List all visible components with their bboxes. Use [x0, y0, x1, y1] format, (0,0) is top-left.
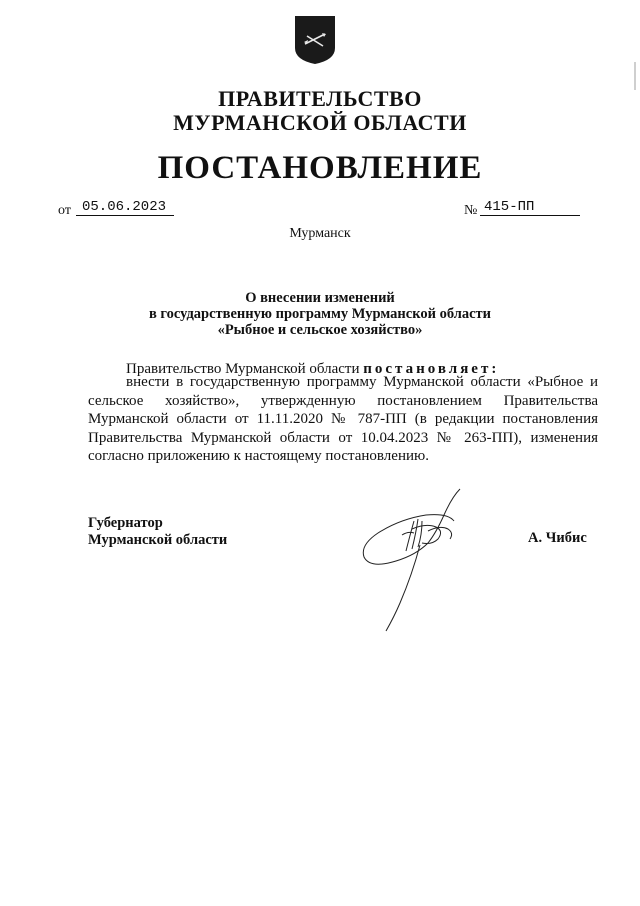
signer-name: А. Чибис	[528, 530, 587, 546]
date-prefix: от	[58, 203, 71, 218]
city: Мурманск	[289, 226, 351, 241]
org-name-line2: МУРМАНСКОЙ ОБЛАСТИ	[173, 110, 467, 135]
subject-line3: «Рыбное и сельское хозяйство»	[217, 322, 423, 338]
number-prefix: №	[464, 203, 478, 218]
signer-title-line1: Губернатор	[88, 515, 163, 531]
signer-title-line2: Мурманской области	[88, 532, 228, 548]
document-number: 415-ПП	[480, 199, 580, 216]
subject-line2: в государственную программу Мурманской области	[148, 306, 492, 322]
org-name-line1: ПРАВИТЕЛЬСТВО	[218, 86, 422, 111]
handwritten-signature	[356, 485, 476, 635]
decree-word: постановляет:	[363, 361, 500, 377]
document-type: ПОСТАНОВЛЕНИЕ	[157, 150, 483, 186]
coat-of-arms-icon	[293, 14, 337, 66]
preamble-text: Правительство Мурманской области	[126, 361, 360, 377]
decree-text: внести в государственную программу Мурманской области «Рыбное и сельское хозяйство», утвержденную постановлением Правительства Мурманской области от 11.11.2020 № 787-ПП (в редакции постановления Правительства Мурманской области от 10.04.2023 № 263-ПП), изменения согласно приложению к настоящему постановлению.	[88, 374, 598, 464]
document-date: 05.06.2023	[76, 199, 174, 216]
subject-line1: О внесении изменений	[245, 290, 395, 306]
